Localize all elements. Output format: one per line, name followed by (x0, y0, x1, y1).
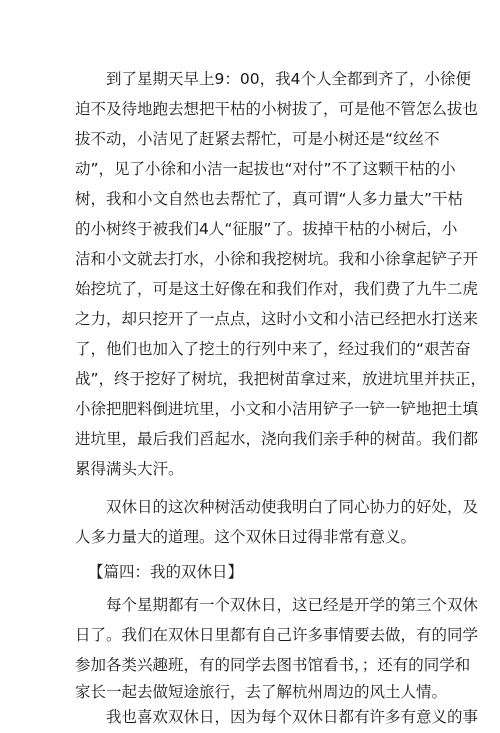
paragraph-line: 动”，见了小徐和小洁一起拔也“对付”不了这颗干枯的小 (75, 160, 456, 178)
paragraph-line: 参加各类兴趣班，有的同学去图书馆看书，；还有的同学和 (75, 656, 471, 674)
paragraph-line: 了，他们也加入了挖土的行列中来了，经过我们的“艰苦奋 (75, 340, 471, 358)
paragraph-line: 每个星期都有一个双休日，这已经是开学的第三个双休 (106, 596, 479, 614)
section-heading: 【篇四：我的双休日】 (88, 563, 244, 581)
paragraph-line: 洁和小文就去打水，小徐和我挖树坑。我和小徐拿起铲子开 (75, 250, 479, 268)
paragraph-line: 双休日的这次种树活动使我明白了同心协力的好处，及 (106, 498, 479, 516)
paragraph-line: 到了星期天早上9：00，我4个人全都到齐了，小徐便 (106, 70, 471, 88)
paragraph-line: 战”，终于挖好了树坑，我把树苗拿过来，放进坑里并扶正， (75, 370, 487, 388)
paragraph-line: 人多力量大的道理。这个双休日过得非常有意义。 (75, 528, 417, 546)
paragraph-line: 拔不动，小洁见了赶紧去帮忙，可是小树还是“纹丝不 (75, 130, 440, 148)
paragraph-line: 迫不及待地跑去想把干枯的小树拔了，可是他不管怎么拔也 (75, 100, 479, 118)
paragraph-line: 家长一起去做短途旅行，去了解杭州周边的风土人情。 (75, 683, 448, 701)
paragraph-line: 我也喜欢双休日，因为每个双休日都有许多有意义的事 (106, 708, 479, 726)
paragraph-line: 日了。我们在双休日里都有自己许多事情要去做，有的同学 (75, 626, 479, 644)
paragraph-line: 树，我和小文自然也去帮忙了，真可谓“人多力量大”干枯 (75, 190, 464, 208)
paragraph-line: 之力，却只挖开了一点点，这时小文和小洁已经把水打送来 (75, 310, 479, 328)
paragraph-line: 始挖坑了，可是这土好像在和我们作对，我们费了九牛二虎 (75, 280, 479, 298)
paragraph-line: 累得满头大汗。 (75, 460, 184, 478)
paragraph-line: 小徐把肥料倒进坑里，小文和小洁用铲子一铲一铲地把土填 (75, 400, 479, 418)
paragraph-line: 进坑里，最后我们舀起水，浇向我们亲手种的树苗。我们都 (75, 430, 479, 448)
paragraph-line: 的小树终于被我们4人“征服”了。拔掉干枯的小树后，小 (75, 220, 458, 238)
